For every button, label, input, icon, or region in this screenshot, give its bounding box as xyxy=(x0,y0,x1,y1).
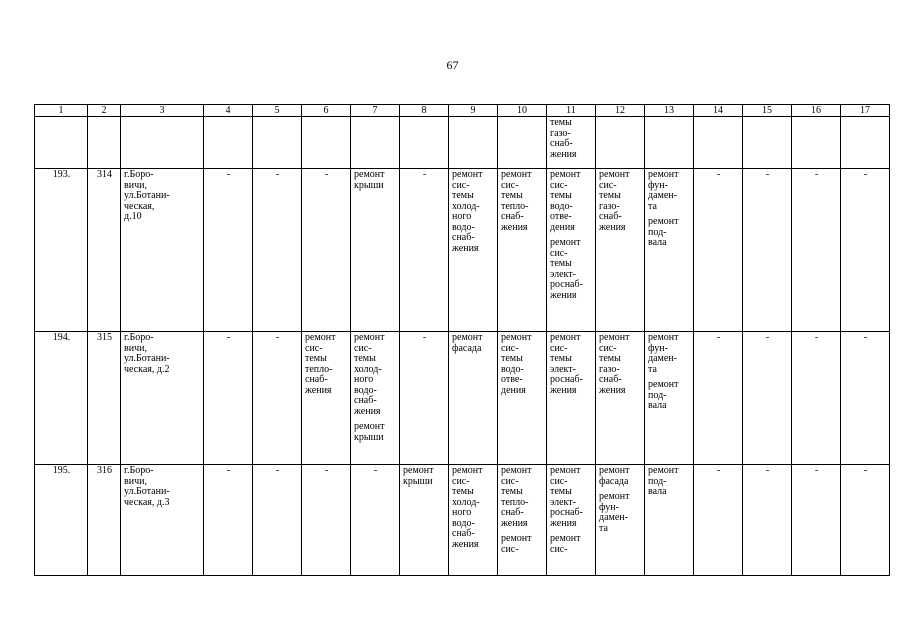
cell-text-line: фасада xyxy=(599,475,629,487)
cell-text-line: сис- xyxy=(550,179,568,191)
work-cell-col9 xyxy=(449,332,498,465)
cell-text-line: ческая, д.3 xyxy=(124,496,170,508)
cell-text-line: вичи, xyxy=(124,475,147,487)
work-item xyxy=(501,466,544,529)
cell-text-line: жения xyxy=(452,538,479,550)
cell-text-line: ремонт xyxy=(550,332,581,343)
cell-text-line: ремонт xyxy=(599,491,630,502)
table-cell xyxy=(596,117,645,169)
cell-text-line: темы xyxy=(452,190,474,201)
cell-text-line: крыши xyxy=(354,179,384,191)
cell-text-line: ремонт xyxy=(354,332,385,343)
cell-text-line: водо- xyxy=(501,363,524,375)
cell-text-line: ремонт xyxy=(550,465,581,476)
work-cell-col8 xyxy=(400,465,449,576)
cell-text-line: под- xyxy=(648,475,667,487)
work-cell-col9 xyxy=(449,169,498,332)
column-number-17: 17 xyxy=(841,105,890,117)
continuation-row xyxy=(35,117,890,169)
work-item xyxy=(599,492,642,534)
table-row xyxy=(35,332,890,465)
column-number-1: 1 xyxy=(35,105,88,117)
work-item xyxy=(501,333,544,396)
cell-text-line: дамен- xyxy=(648,190,677,201)
cell-text-line: фун- xyxy=(599,501,619,513)
column-number-15: 15 xyxy=(743,105,792,117)
table-cell xyxy=(400,117,449,169)
cell-text-line: темы xyxy=(501,486,523,497)
cell-text-line: жения xyxy=(550,517,577,529)
column-number-6: 6 xyxy=(302,105,351,117)
work-item xyxy=(648,333,691,375)
cell-text-line: под- xyxy=(648,389,667,401)
work-item xyxy=(501,170,544,233)
cell-text-line: ремонт xyxy=(648,216,679,227)
cell-text-line: темы xyxy=(305,353,327,364)
cell-text-line: сис- xyxy=(452,179,470,191)
work-item xyxy=(599,466,642,487)
cell-text-line: темы xyxy=(550,190,572,201)
cell-text-line: г.Боро- xyxy=(124,169,154,180)
row-number-cell: 194. xyxy=(35,332,88,465)
work-cell-col9 xyxy=(449,465,498,576)
work-cell-col16: - xyxy=(792,332,841,465)
work-cell-col17: - xyxy=(841,332,890,465)
work-cell-col6: - xyxy=(302,465,351,576)
cell-text-line: темы xyxy=(501,353,523,364)
work-cell-col5: - xyxy=(253,169,302,332)
cell-text-line: ремонт xyxy=(550,169,581,180)
cell-text-line: жения xyxy=(305,384,332,396)
cell-text-line: снаб- xyxy=(501,507,524,518)
work-item xyxy=(354,422,397,443)
cell-text-line: вичи, xyxy=(124,179,147,191)
page-number: 67 xyxy=(446,58,459,72)
work-cell-col15: - xyxy=(743,332,792,465)
table-cell xyxy=(253,117,302,169)
cell-text-line: темы xyxy=(599,353,621,364)
cell-text-line: дамен- xyxy=(648,353,677,364)
cell-text-line: холод- xyxy=(452,200,480,212)
cell-text-line: ремонт xyxy=(501,465,532,476)
cell-text-line: тепло- xyxy=(501,200,529,212)
table-cell xyxy=(743,117,792,169)
cell-text-line: жения xyxy=(599,221,626,233)
cell-text-line: сис- xyxy=(501,179,519,191)
cell-text-line: снаб- xyxy=(354,395,377,406)
cell-text-line: жения xyxy=(354,405,381,417)
cell-text-line: жения xyxy=(550,384,577,396)
cell-text-line: ремонт xyxy=(648,169,679,180)
column-number-9: 9 xyxy=(449,105,498,117)
cell-text-line: темы xyxy=(550,353,572,364)
cell-text-line: дамен- xyxy=(599,512,628,523)
work-item xyxy=(354,333,397,417)
cell-text-line: сис- xyxy=(501,475,519,487)
cell-text-line: ул.Ботани- xyxy=(124,353,170,364)
column-number-7: 7 xyxy=(351,105,400,117)
work-cell-col7: - xyxy=(351,465,400,576)
cell-text-line: ремонт xyxy=(354,421,385,432)
work-cell-col10 xyxy=(498,169,547,332)
cell-text-line: сис- xyxy=(501,543,519,555)
object-id-cell: 314 xyxy=(88,169,121,332)
work-item xyxy=(550,170,593,233)
work-item xyxy=(452,170,495,254)
cell-text-line: снаб- xyxy=(550,138,573,149)
cell-text-line: сис- xyxy=(305,342,323,354)
cell-text-line: роснаб- xyxy=(550,279,583,290)
column-number-3: 3 xyxy=(121,105,204,117)
cell-text-line: г.Боро- xyxy=(124,332,154,343)
cell-text-line: водо- xyxy=(550,200,573,212)
cell-text-line: крыши xyxy=(403,475,433,487)
cell-text-line: водо- xyxy=(452,517,475,529)
cell-text-line: холод- xyxy=(452,496,480,508)
cell-text-line: снаб- xyxy=(452,528,475,539)
cell-text-line: ремонт xyxy=(648,332,679,343)
table-cell xyxy=(694,117,743,169)
row-number-cell: 195. xyxy=(35,465,88,576)
work-cell-col13 xyxy=(645,169,694,332)
work-cell-col15: - xyxy=(743,169,792,332)
column-number-2: 2 xyxy=(88,105,121,117)
work-item xyxy=(648,380,691,412)
column-number-16: 16 xyxy=(792,105,841,117)
work-cell-col8: - xyxy=(400,169,449,332)
work-cell-col11 xyxy=(547,332,596,465)
table-body xyxy=(35,117,890,576)
work-cell-col14: - xyxy=(694,465,743,576)
cell-text-line: ремонт xyxy=(305,332,336,343)
cell-text-line: жения xyxy=(599,384,626,396)
work-cell-col14: - xyxy=(694,169,743,332)
work-cell-col5: - xyxy=(253,465,302,576)
cell-text-line: тепло- xyxy=(501,496,529,508)
work-cell-col7 xyxy=(351,169,400,332)
work-cell-col6 xyxy=(302,332,351,465)
work-item xyxy=(550,238,593,301)
cell-text-line: вала xyxy=(648,486,667,497)
cell-text-line: фун- xyxy=(648,342,668,354)
cell-text-line: ремонт xyxy=(452,169,483,180)
cell-text-line: темы xyxy=(452,486,474,497)
cell-text-line: ремонт xyxy=(550,533,581,544)
cell-text-line: темы xyxy=(550,258,572,269)
table-cell xyxy=(792,117,841,169)
cell-text-line: элект- xyxy=(550,496,576,508)
work-cell-col7 xyxy=(351,332,400,465)
object-id-cell: 315 xyxy=(88,332,121,465)
cell-text-line: ремонт xyxy=(550,237,581,248)
table-cell xyxy=(547,117,596,169)
cell-text-line: ул.Ботани- xyxy=(124,190,170,201)
work-item xyxy=(648,170,691,212)
cell-text-line: ремонт xyxy=(354,169,385,180)
cell-text-line: элект- xyxy=(550,363,576,375)
table-cell xyxy=(449,117,498,169)
cell-text-line: сис- xyxy=(550,543,568,555)
work-item xyxy=(354,170,397,191)
column-number-14: 14 xyxy=(694,105,743,117)
cell-text-line: ческая, xyxy=(124,200,155,212)
cell-text-line: водо- xyxy=(452,221,475,233)
cell-text-line: жения xyxy=(501,517,528,529)
cell-text-line: жения xyxy=(501,221,528,233)
cell-text-line: ремонт xyxy=(501,332,532,343)
cell-text-line: роснаб- xyxy=(550,507,583,518)
cell-text-line: жения xyxy=(550,148,577,160)
cell-text-line: темы xyxy=(354,353,376,364)
column-number-5: 5 xyxy=(253,105,302,117)
cell-text-line: ного xyxy=(452,211,472,222)
table-cell xyxy=(645,117,694,169)
work-item xyxy=(550,534,593,555)
address-cell xyxy=(121,169,204,332)
cell-text-line: темы xyxy=(501,190,523,201)
cell-text-line: ремонт xyxy=(599,465,630,476)
work-cell-col12 xyxy=(596,332,645,465)
cell-text-line: холод- xyxy=(354,363,382,375)
cell-text-line: ческая, д.2 xyxy=(124,363,170,375)
cell-text-line: ного xyxy=(354,374,374,385)
work-item xyxy=(599,333,642,396)
work-item xyxy=(550,333,593,396)
cell-text-line: темы xyxy=(550,117,572,128)
column-number-8: 8 xyxy=(400,105,449,117)
table-cell xyxy=(88,117,121,169)
work-item xyxy=(599,170,642,233)
cell-text-line: сис- xyxy=(354,342,372,354)
cell-text-line: г.Боро- xyxy=(124,465,154,476)
cell-text-line: вала xyxy=(648,400,667,411)
work-item xyxy=(648,466,691,498)
work-item xyxy=(501,534,544,555)
cell-text-line: ного xyxy=(452,507,472,518)
cell-text-line: ремонт xyxy=(452,465,483,476)
object-id-cell: 316 xyxy=(88,465,121,576)
cell-text-line: крыши xyxy=(354,431,384,443)
column-number-11: 11 xyxy=(547,105,596,117)
table-cell xyxy=(204,117,253,169)
cell-text-line: ремонт xyxy=(648,465,679,476)
work-cell-col13 xyxy=(645,465,694,576)
cell-text-line: газо- xyxy=(550,127,571,139)
cell-text-line: ремонт xyxy=(501,169,532,180)
table-cell xyxy=(498,117,547,169)
work-item xyxy=(452,333,495,354)
cell-text-line: тепло- xyxy=(305,363,333,375)
cell-text-line: вала xyxy=(648,237,667,248)
column-number-4: 4 xyxy=(204,105,253,117)
table-row xyxy=(35,465,890,576)
cell-text-line: сис- xyxy=(550,475,568,487)
address-cell xyxy=(121,332,204,465)
work-cell-col14: - xyxy=(694,332,743,465)
work-cell-col11 xyxy=(547,465,596,576)
cell-text-line: снаб- xyxy=(452,232,475,243)
work-cell-col15: - xyxy=(743,465,792,576)
cell-text-line: под- xyxy=(648,226,667,238)
table-row xyxy=(35,169,890,332)
work-cell-col4: - xyxy=(204,169,253,332)
work-item xyxy=(305,333,348,396)
cell-text-line: ул.Ботани- xyxy=(124,486,170,497)
cell-text-line: снаб- xyxy=(305,374,328,385)
cell-text-line: снаб- xyxy=(599,211,622,222)
table-cell xyxy=(121,117,204,169)
cell-text-line: снаб- xyxy=(599,374,622,385)
work-cell-col17: - xyxy=(841,169,890,332)
column-number-header-row xyxy=(35,105,890,117)
work-cell-col10 xyxy=(498,465,547,576)
cell-text-line: дения xyxy=(550,221,575,233)
cell-text-line: отве- xyxy=(501,374,523,385)
cell-text-line: фасада xyxy=(452,342,482,354)
cell-text-line: ремонт xyxy=(648,379,679,390)
cell-text-line: та xyxy=(648,200,657,212)
work-cell-col17: - xyxy=(841,465,890,576)
cell-text-line: дения xyxy=(501,384,526,396)
work-item xyxy=(452,466,495,550)
table-cell xyxy=(351,117,400,169)
cell-text-line: жения xyxy=(452,242,479,254)
table-cell xyxy=(35,117,88,169)
cell-text-line: фун- xyxy=(648,179,668,191)
cell-text-line: ремонт xyxy=(501,533,532,544)
work-cell-col11 xyxy=(547,169,596,332)
cell-text-line: сис- xyxy=(550,247,568,259)
work-item xyxy=(648,217,691,249)
cell-text-line: элект- xyxy=(550,268,576,280)
cell-text-line: сис- xyxy=(452,475,470,487)
work-item xyxy=(550,466,593,529)
cell-text-line: ремонт xyxy=(403,465,434,476)
cell-text-line: ремонт xyxy=(599,332,630,343)
cell-text-line: та xyxy=(599,522,608,534)
address-cell xyxy=(121,465,204,576)
cell-text-line: д.10 xyxy=(124,211,142,222)
table-cell xyxy=(302,117,351,169)
work-cell-col8: - xyxy=(400,332,449,465)
repair-schedule-table xyxy=(34,104,890,576)
cell-text-line: отвe- xyxy=(550,211,572,222)
cell-text-line: сис- xyxy=(599,179,617,191)
cell-text-line: та xyxy=(648,363,657,375)
cell-text-line: водо- xyxy=(354,384,377,396)
column-number-12: 12 xyxy=(596,105,645,117)
work-cell-col4: - xyxy=(204,465,253,576)
column-number-10: 10 xyxy=(498,105,547,117)
cell-text-line: роснаб- xyxy=(550,374,583,385)
work-cell-col16: - xyxy=(792,465,841,576)
work-cell-col12 xyxy=(596,169,645,332)
work-item xyxy=(550,118,593,160)
work-cell-col6: - xyxy=(302,169,351,332)
cell-text-line: вичи, xyxy=(124,342,147,354)
cell-text-line: снаб- xyxy=(501,211,524,222)
cell-text-line: газо- xyxy=(599,363,620,375)
column-number-13: 13 xyxy=(645,105,694,117)
cell-text-line: газо- xyxy=(599,200,620,212)
cell-text-line: темы xyxy=(599,190,621,201)
table-cell xyxy=(841,117,890,169)
cell-text-line: темы xyxy=(550,486,572,497)
cell-text-line: сис- xyxy=(550,342,568,354)
work-cell-col13 xyxy=(645,332,694,465)
cell-text-line: сис- xyxy=(599,342,617,354)
cell-text-line: ремонт xyxy=(599,169,630,180)
row-number-cell: 193. xyxy=(35,169,88,332)
work-item xyxy=(403,466,446,487)
work-cell-col16: - xyxy=(792,169,841,332)
work-cell-col12 xyxy=(596,465,645,576)
cell-text-line: ремонт xyxy=(452,332,483,343)
cell-text-line: сис- xyxy=(501,342,519,354)
work-cell-col4: - xyxy=(204,332,253,465)
work-cell-col5: - xyxy=(253,332,302,465)
work-cell-col10 xyxy=(498,332,547,465)
cell-text-line: жения xyxy=(550,289,577,301)
